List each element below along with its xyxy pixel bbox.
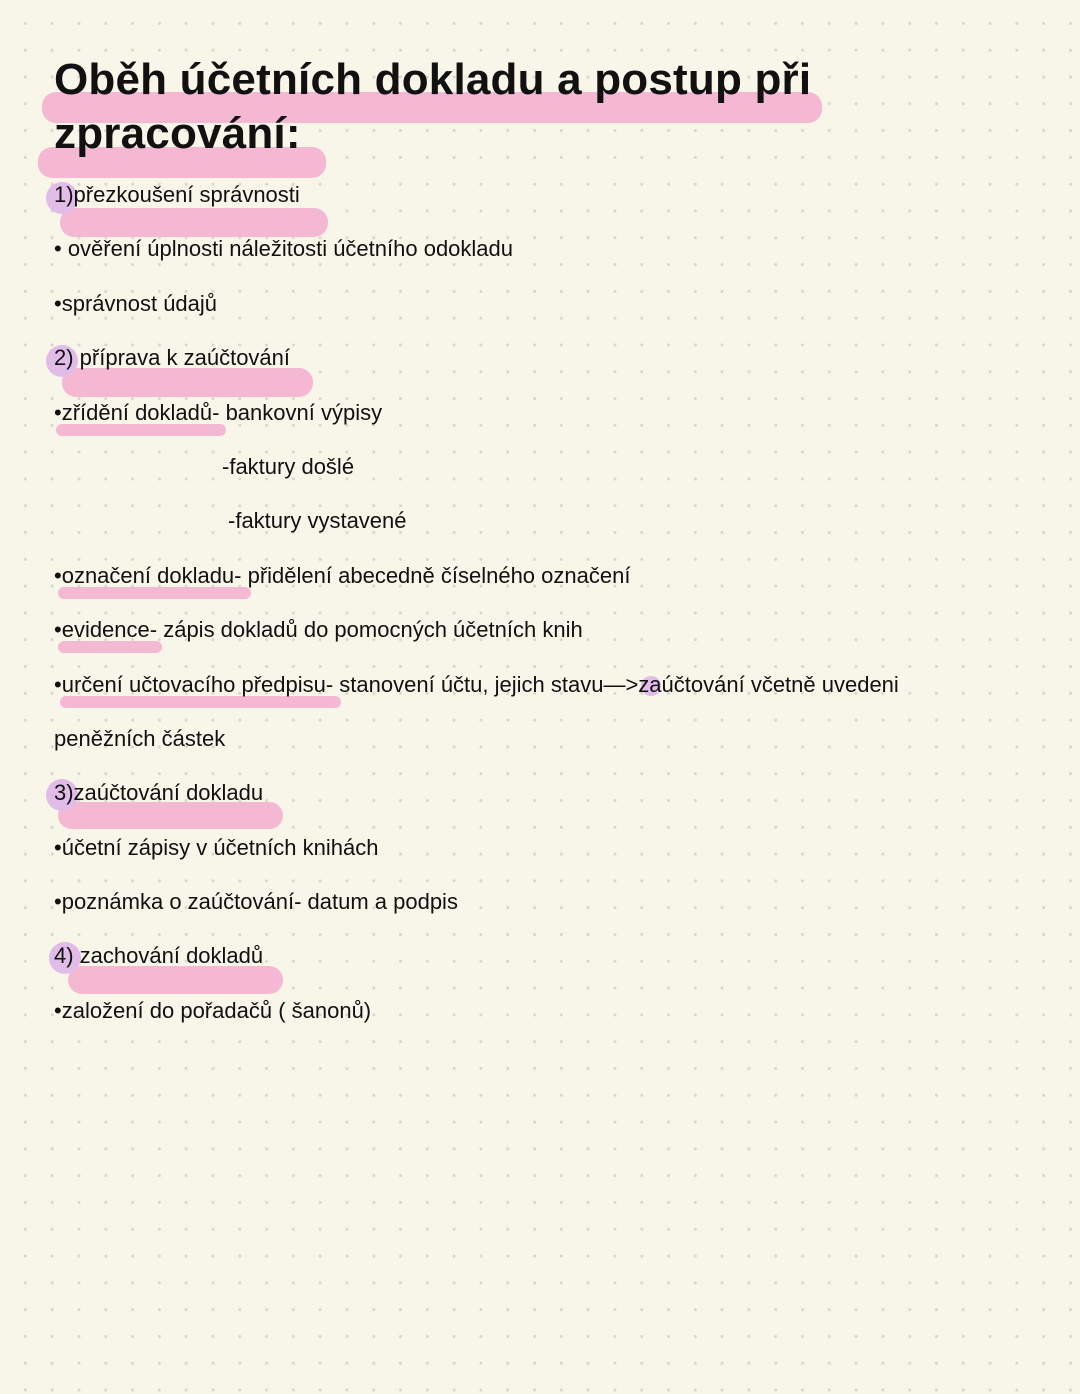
section-heading-4: 4) zachování dokladů [54, 943, 264, 968]
heading-2-highlight [62, 368, 313, 397]
list-item: •evidence- zápis dokladů do pomocných účetních knih [54, 617, 583, 642]
list-item-indented: -faktury došlé [222, 454, 355, 479]
list-item: •účetní zápisy v účetních knihách [54, 835, 379, 860]
list-item: •poznámka o zaúčtování- datum a podpis [54, 889, 458, 914]
list-item-indented: -faktury vystavené [228, 508, 407, 533]
list-item: •určení učtovacího předpisu- stanovení účtu, jejich stavu—>zaúčtování včetně uvedeni [54, 672, 899, 697]
heading-4-highlight [68, 966, 283, 994]
heading-1-highlight [60, 208, 328, 237]
list-item: • ověření úplnosti náležitosti účetního odokladu [54, 236, 514, 261]
list-item: •správnost údajů [54, 291, 218, 316]
list-item: •zřídění dokladů- bankovní výpisy [54, 400, 383, 425]
section-heading-2: 2) příprava k zaúčtování [54, 345, 291, 370]
list-item: •založení do pořadačů ( šanonů) [54, 998, 372, 1023]
page-title-line1: Oběh účetních dokladu a postup při [54, 55, 812, 104]
section-heading-3: 3)zaúčtování dokladu [54, 780, 264, 805]
section-heading-1: 1)přezkoušení správnosti [54, 182, 300, 207]
list-item-continuation: peněžních částek [54, 726, 226, 751]
list-item: •označení dokladu- přidělení abecedně číselného označení [54, 563, 631, 588]
page-title-line2: zpracování: [54, 109, 301, 158]
